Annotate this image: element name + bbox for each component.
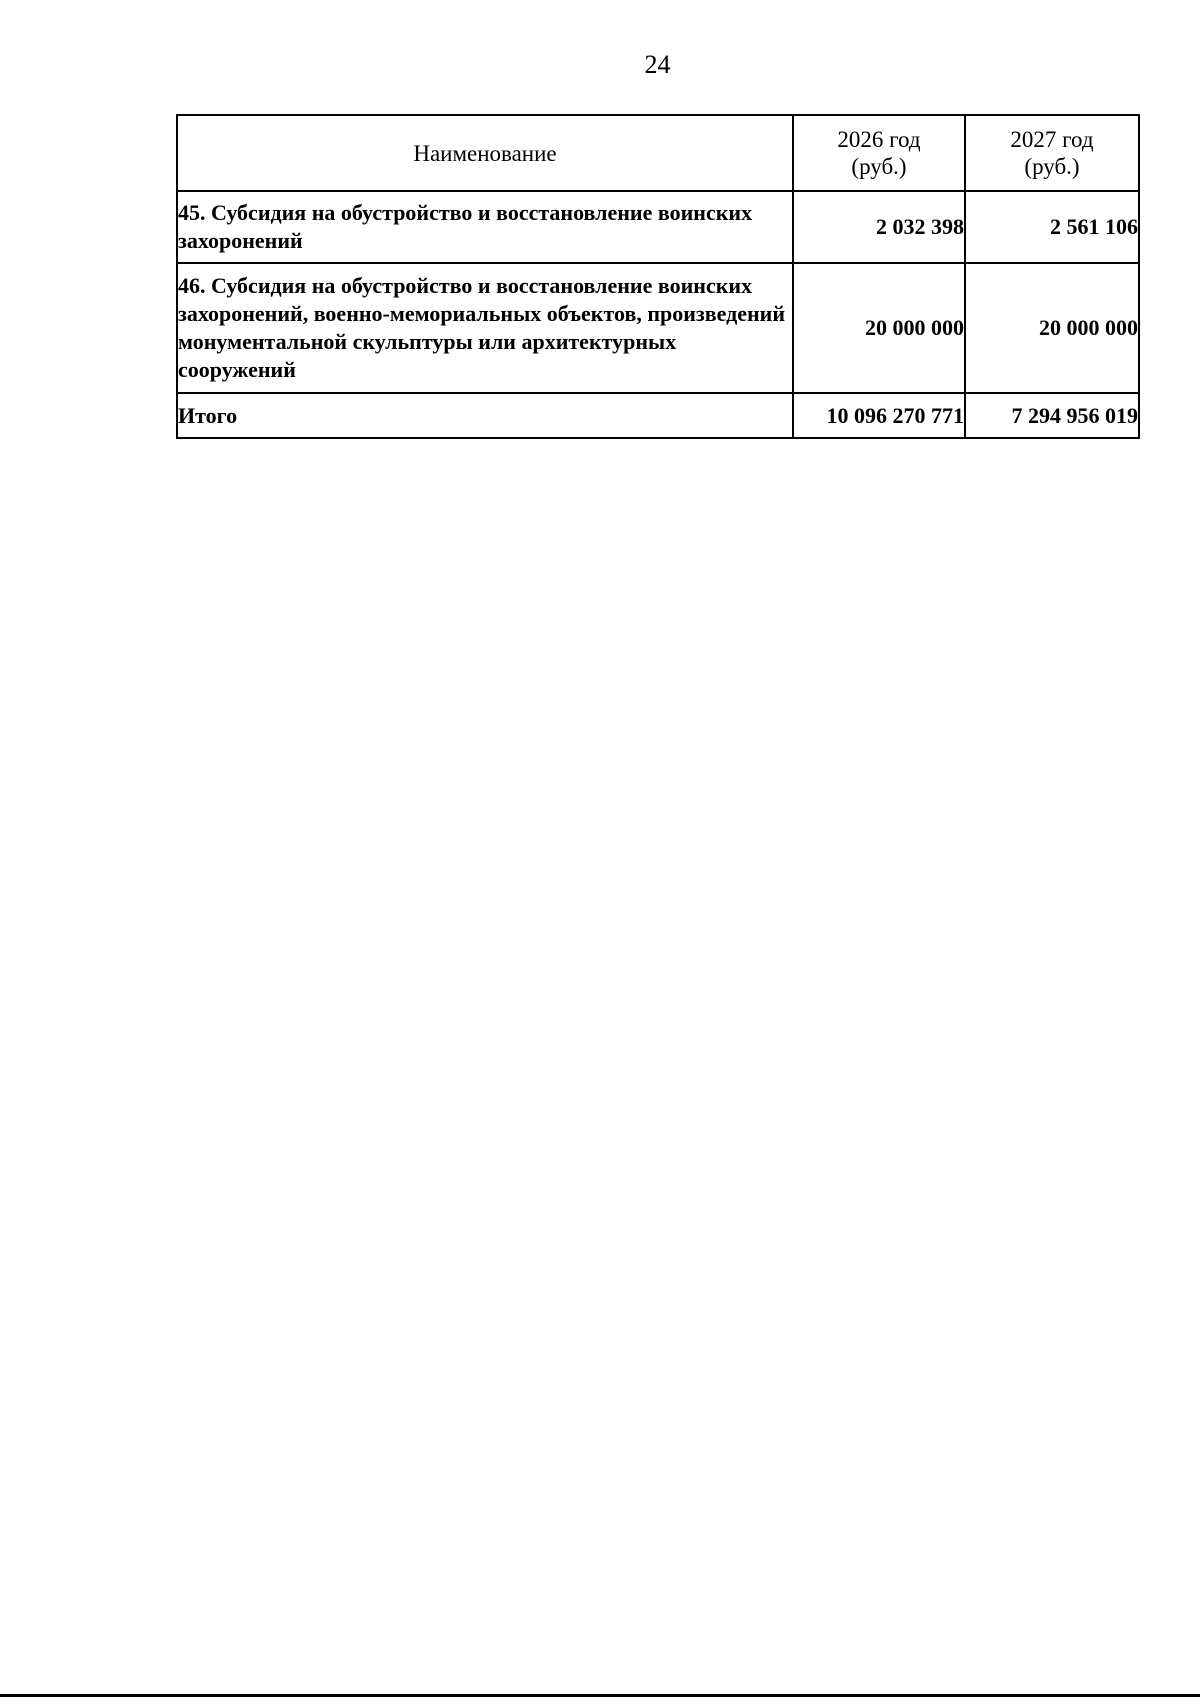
total-value-2026: 10 096 270 771	[793, 393, 965, 438]
column-header-2026-year: 2026 год	[837, 127, 921, 152]
row-value-2027: 2 561 106	[965, 191, 1139, 263]
column-header-2026	[793, 115, 965, 191]
total-label: Итого	[177, 393, 793, 438]
row-value-2026: 2 032 398	[793, 191, 965, 263]
column-header-2027	[965, 115, 1139, 191]
column-header-name: Наименование	[177, 115, 793, 191]
table-row	[177, 263, 1139, 393]
page-number: 24	[644, 50, 671, 79]
table-row	[177, 191, 1139, 263]
column-header-2026-unit: (руб.)	[851, 154, 907, 179]
budget-table	[176, 114, 1140, 439]
row-value-2026: 20 000 000	[793, 263, 965, 393]
column-header-2027-year: 2027 год	[1010, 127, 1094, 152]
total-row	[177, 393, 1139, 438]
column-header-2027-unit: (руб.)	[1024, 154, 1080, 179]
row-name-cell: 46. Субсидия на обустройство и восстановление воинских захоронений, военно-мемориальных объектов, произведений монументальной скульптуры или архитектурных сооружений	[177, 263, 793, 393]
row-name-cell: 45. Субсидия на обустройство и восстановление воинских захоронений	[177, 191, 793, 263]
total-value-2027: 7 294 956 019	[965, 393, 1139, 438]
row-value-2027: 20 000 000	[965, 263, 1139, 393]
table-header-row	[177, 115, 1139, 191]
